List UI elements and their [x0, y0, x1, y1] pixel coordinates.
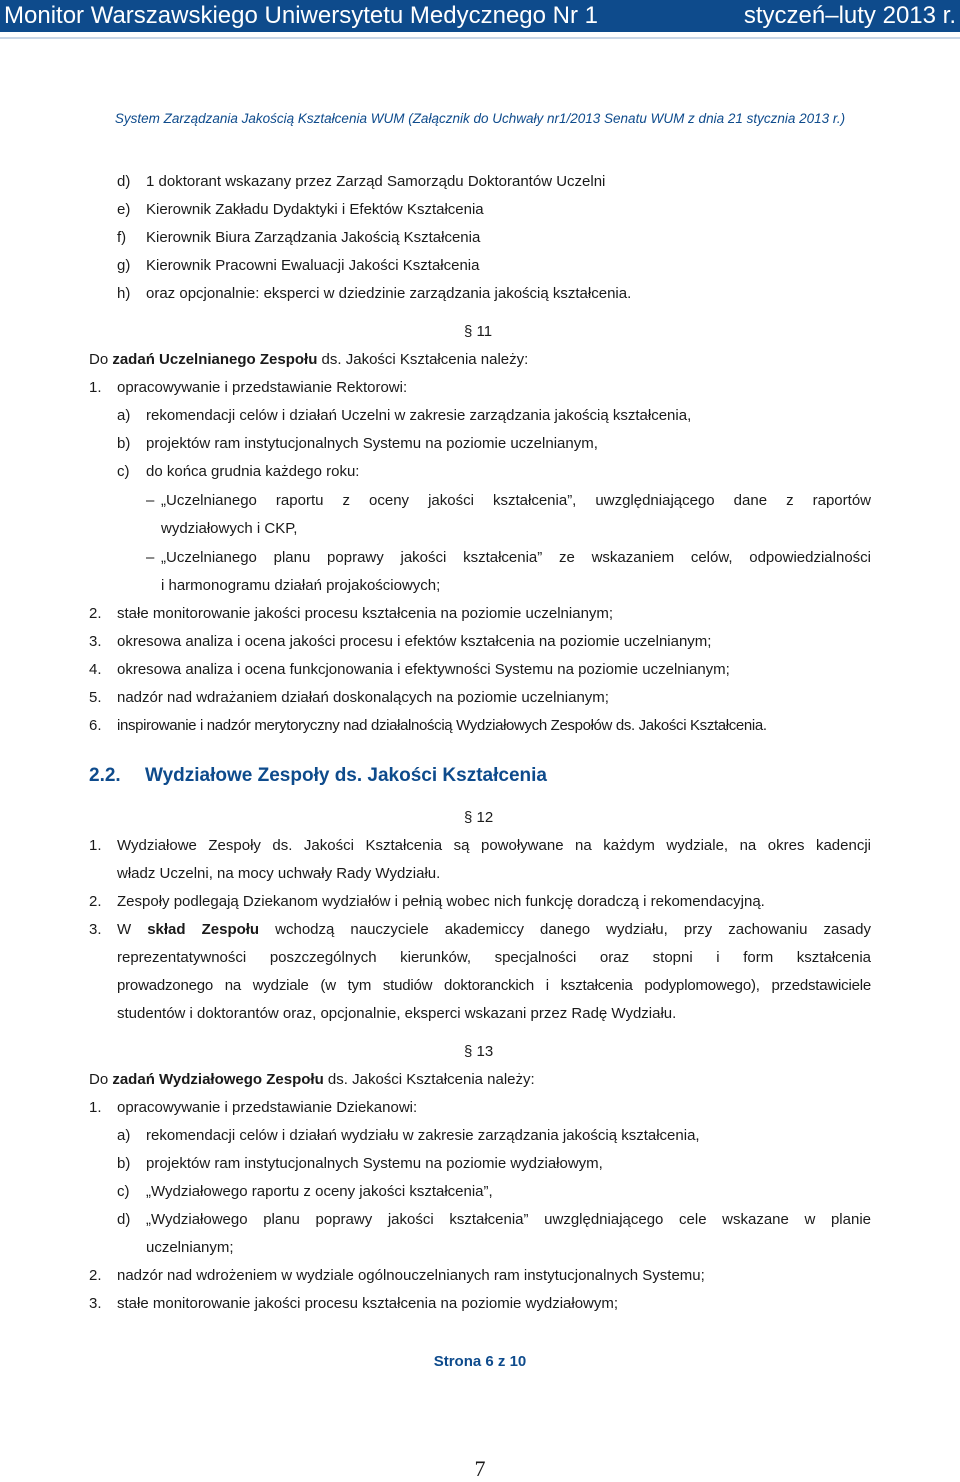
list-item: prowadzonego na wydziale (w tym studiów doktoranckich i kształcenia podyplomowego), przedstawiciele — [117, 977, 871, 994]
header-divider — [0, 37, 960, 39]
journal-header — [0, 0, 960, 32]
list-item-text: W — [117, 921, 148, 938]
list-item: do końca grudnia każdego roku: — [146, 463, 360, 480]
list-item: „Wydziałowego planu poprawy jakości kształcenia” uwzględniającego cele wskazane w planie — [146, 1211, 871, 1228]
section-number: 2.2. — [89, 765, 121, 786]
section-heading — [89, 765, 547, 787]
list-item: okresowa analiza i ocena jakości procesu i efektów kształcenia na poziomie uczelnianym; — [117, 633, 712, 650]
list-item: opracowywanie i przedstawianie Dziekanowi: — [117, 1099, 418, 1116]
list-item: wydziałowych i CKP, — [161, 520, 298, 537]
issue-date: styczeń–luty 2013 r. — [743, 2, 956, 29]
list-item: rekomendacji celów i działań wydziału w zakresie zarządzania jakością kształcenia, — [146, 1127, 700, 1144]
intro-text: Do — [89, 351, 113, 368]
list-marker: 3. — [89, 633, 102, 650]
list-marker: b) — [117, 1155, 131, 1172]
list-marker: 1. — [89, 837, 102, 854]
list-marker: 3. — [89, 1295, 102, 1312]
list-marker: 6. — [89, 717, 102, 734]
list-item: „Uczelnianego planu poprawy jakości kształcenia” ze wskazaniem celów, odpowiedzialności — [161, 549, 871, 566]
paragraph-sign-11: § 11 — [464, 323, 493, 340]
list-item: Kierownik Zakładu Dydaktyki i Efektów Kształcenia — [146, 201, 484, 218]
list-item: Kierownik Pracowni Ewaluacji Jakości Kształcenia — [146, 257, 480, 274]
list-item: nadzór nad wdrożeniem w wydziale ogólnouczelnianych ram instytucjonalnych Systemu; — [117, 1267, 705, 1284]
list-item: projektów ram instytucjonalnych Systemu na poziomie uczelnianym, — [146, 435, 598, 452]
list-marker: h) — [117, 285, 131, 302]
list-item: oraz opcjonalnie: eksperci w dziedzinie zarządzania jakością kształcenia. — [146, 285, 632, 302]
list-item: nadzór nad wdrażaniem działań doskonalących na poziomie uczelnianym; — [117, 689, 609, 706]
paragraph-sign-13: § 13 — [464, 1043, 494, 1060]
intro-bold: zadań Uczelnianego Zespołu — [112, 351, 318, 368]
intro-text: ds. Jakości Kształcenia należy: — [317, 351, 529, 368]
list-marker: 1. — [89, 1099, 102, 1116]
list-item: Kierownik Biura Zarządzania Jakością Kształcenia — [146, 229, 481, 246]
list-marker: 1. — [89, 379, 102, 396]
list-item-text: wchodzą nauczyciele akademiccy danego wydziału, przy zachowaniu zasady — [259, 921, 872, 938]
dash-marker: – — [146, 492, 155, 509]
list-marker: e) — [117, 201, 131, 218]
list-item: uczelnianym; — [146, 1239, 234, 1256]
paragraph-11-intro — [89, 350, 528, 370]
paragraph-sign-12: § 12 — [464, 809, 494, 826]
document-subheader: System Zarządzania Jakością Kształcenia WUM (Załącznik do Uchwały nr1/2013 Senatu WUM z dnia 21 stycznia 2013 r.) — [114, 111, 846, 126]
list-marker: c) — [117, 463, 130, 480]
intro-bold: zadań Wydziałowego Zespołu — [112, 1071, 324, 1088]
list-item: stałe monitorowanie jakości procesu kształcenia na poziomie wydziałowym; — [117, 1295, 619, 1312]
list-marker: 2. — [89, 1267, 102, 1284]
section-title: Wydziałowe Zespoły ds. Jakości Kształcenia — [145, 765, 547, 786]
page-footer: Strona 6 z 10 — [433, 1353, 527, 1370]
journal-title: Monitor Warszawskiego Uniwersytetu Medycznego Nr 1 — [4, 2, 598, 29]
list-item: i harmonogramu działań projakościowych; — [161, 577, 441, 594]
list-item: rekomendacji celów i działań Uczelni w zakresie zarządzania jakością kształcenia, — [146, 407, 692, 424]
list-item: „Wydziałowego raportu z oceny jakości kształcenia”, — [146, 1183, 493, 1200]
list-item: reprezentatywności poszczególnych kierunków, specjalności oraz stopni i form kształcenia — [117, 949, 871, 966]
list-item: 1 doktorant wskazany przez Zarząd Samorządu Doktorantów Uczelni — [146, 173, 606, 190]
list-item: opracowywanie i przedstawianie Rektorowi: — [117, 379, 408, 396]
list-marker: 2. — [89, 893, 102, 910]
list-marker: a) — [117, 407, 131, 424]
list-item-bold: skład Zespołu — [147, 921, 260, 938]
list-marker: g) — [117, 257, 131, 274]
list-item: „Uczelnianego raportu z oceny jakości kształcenia”, uwzględniającego dane z raportów — [161, 492, 871, 509]
list-marker: 3. — [89, 921, 102, 938]
list-marker: d) — [117, 1211, 131, 1228]
list-marker: c) — [117, 1183, 130, 1200]
list-item: projektów ram instytucjonalnych Systemu na poziomie wydziałowym, — [146, 1155, 603, 1172]
page-number: 7 — [474, 1456, 486, 1481]
list-marker: d) — [117, 173, 131, 190]
intro-text: Do — [89, 1071, 113, 1088]
list-marker: 2. — [89, 605, 102, 622]
list-item: Wydziałowe Zespoły ds. Jakości Kształcenia są powoływane na każdym wydziale, na okres kadencji — [117, 837, 871, 854]
list-marker: 5. — [89, 689, 102, 706]
list-item — [117, 920, 871, 940]
list-marker: a) — [117, 1127, 131, 1144]
list-marker: 4. — [89, 661, 102, 678]
paragraph-13-intro — [89, 1070, 535, 1090]
list-item: okresowa analiza i ocena funkcjonowania i efektywności Systemu na poziomie uczelnianym; — [117, 661, 730, 678]
list-item: Zespoły podlegają Dziekanom wydziałów i pełnią wobec nich funkcję doradczą i rekomendacyjną. — [117, 893, 765, 910]
list-marker: b) — [117, 435, 131, 452]
list-marker: f) — [117, 229, 127, 246]
dash-marker: – — [146, 549, 155, 566]
list-item: inspirowanie i nadzór merytoryczny nad działalnością Wydziałowych Zespołów ds. Jakości Kształcenia. — [117, 717, 767, 734]
intro-text: ds. Jakości Kształcenia należy: — [323, 1071, 535, 1088]
list-item: stałe monitorowanie jakości procesu kształcenia na poziomie uczelnianym; — [117, 605, 614, 622]
list-item: studentów i doktorantów oraz, opcjonalnie, eksperci wskazani przez Radę Wydziału. — [117, 1005, 677, 1022]
list-item: władz Uczelni, na mocy uchwały Rady Wydziału. — [117, 865, 441, 882]
